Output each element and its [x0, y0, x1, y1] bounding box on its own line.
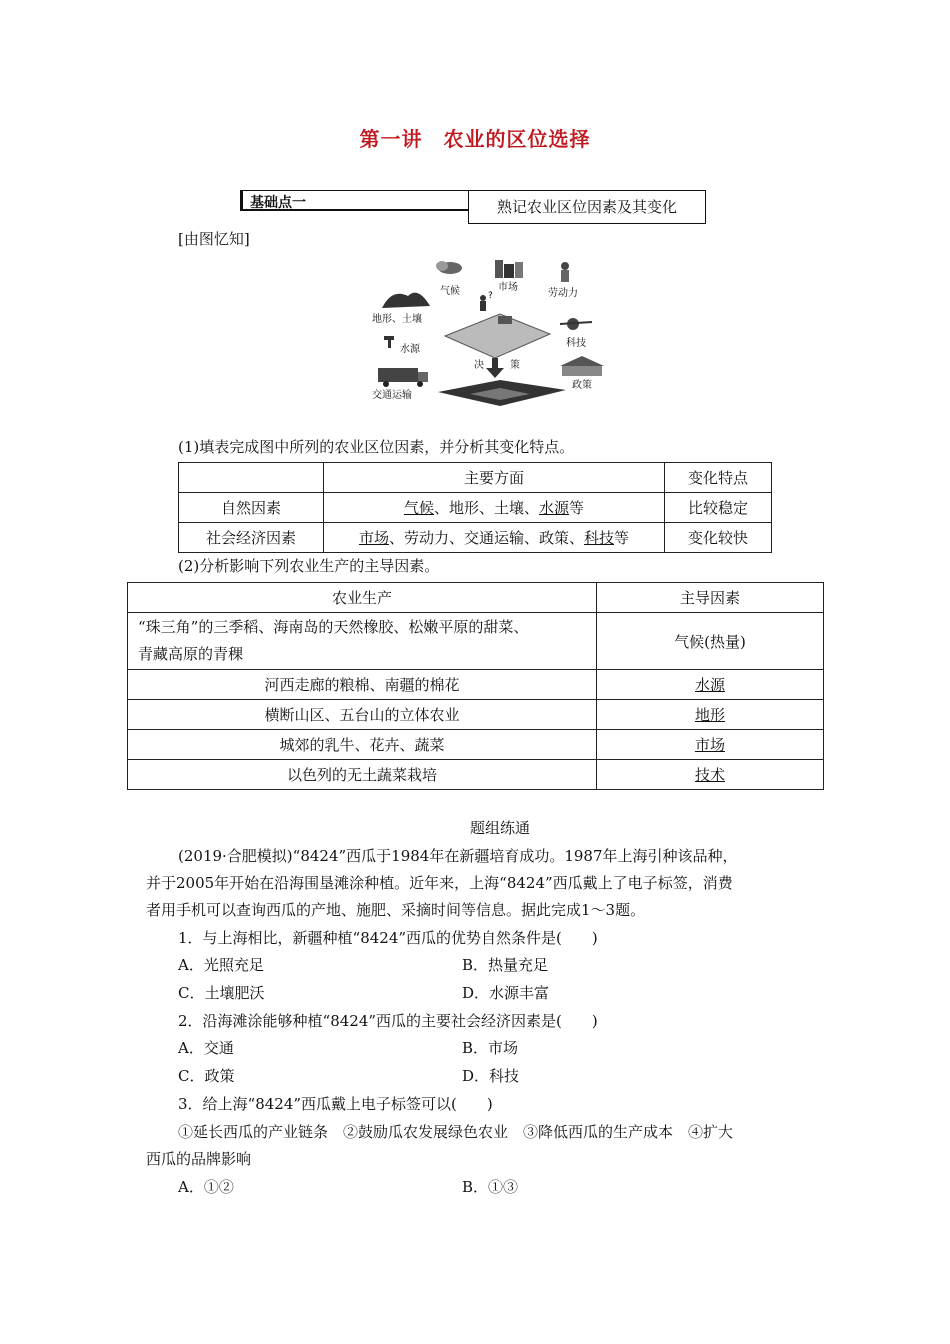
page-title: 第一讲 农业的区位选择: [359, 127, 591, 151]
section-tag: [240, 190, 468, 226]
answer-blank: 水源: [694, 676, 725, 694]
option: B．①③: [462, 1178, 519, 1196]
farmland-icon: [445, 314, 550, 358]
dominant-factor-table: [127, 582, 824, 790]
label-policy: 政策: [572, 380, 592, 391]
table-header: 农业生产: [128, 583, 597, 613]
option: B．市场: [462, 1039, 519, 1057]
table-cell: “珠三角”的三季稻、海南岛的天然橡胶、松嫩平原的甜菜、 青藏高原的青稞: [128, 613, 597, 670]
answer-blank: 科技: [584, 529, 615, 547]
table-cell: 河西走廊的粮棉、南疆的棉花: [128, 670, 597, 700]
question-2-prompt: (2)分析影响下列农业生产的主导因素。: [178, 557, 440, 575]
table-cell: 城郊的乳牛、花卉、蔬菜: [128, 730, 597, 760]
table-row: [128, 670, 824, 700]
question-3: 3．给上海“8424”西瓜戴上电子标签可以( ): [178, 1095, 493, 1113]
table-cell: [597, 760, 824, 790]
label-climate: 气候: [440, 286, 460, 297]
option: D．水源丰富: [462, 984, 550, 1002]
table-header: 主要方面: [324, 463, 665, 493]
arrow-down-icon: [486, 358, 504, 378]
table-header: [179, 463, 324, 493]
question-3-statements: 西瓜的品牌影响: [146, 1150, 252, 1168]
table-cell: 气候(热量): [597, 613, 824, 670]
section-heading: 熟记农业区位因素及其变化: [468, 190, 706, 224]
table-cell: 市场、劳动力、交通运输、政策、科技等: [324, 523, 665, 553]
table-cell: 以色列的无土蔬菜栽培: [128, 760, 597, 790]
exercise-intro-line: (2019·合肥模拟)“8424”西瓜于1984年在新疆培育成功。1987年上海引种该品种，: [178, 847, 738, 865]
table-cell: [597, 670, 824, 700]
transport-icon: [378, 368, 428, 387]
policy-icon: [560, 356, 604, 376]
answer-blank: 市场: [694, 736, 725, 754]
label-water: 水源: [400, 344, 420, 355]
svg-text:?: ?: [488, 291, 493, 301]
answer-blank: 技术: [694, 766, 725, 784]
table-row: [128, 730, 824, 760]
question-1-prompt: (1)填表完成图中所列的农业区位因素，并分析其变化特点。: [178, 438, 575, 456]
result-farmland-icon: [438, 380, 566, 406]
location-factors-diagram: [370, 256, 615, 406]
water-icon: [384, 336, 394, 348]
table-cell: 比较稳定: [665, 493, 772, 523]
option: A．光照充足: [178, 956, 264, 974]
label-terrain: 地形、土壤: [372, 314, 422, 325]
answer-blank: 气候: [403, 499, 434, 517]
option: C．政策: [178, 1067, 235, 1085]
table-row: [179, 523, 772, 553]
option: D．科技: [462, 1067, 520, 1085]
option: B．热量充足: [462, 956, 549, 974]
table-row: [128, 760, 824, 790]
label-tech: 科技: [566, 338, 586, 349]
farmer-icon: [480, 291, 493, 311]
exercise-intro-line: 并于2005年开始在沿海围垦滩涂种植。近年来，上海“8424”西瓜戴上了电子标签，消费: [146, 874, 733, 892]
label-decide-b: 策: [510, 360, 520, 371]
table-cell: 自然因素: [179, 493, 324, 523]
terrain-icon: [382, 293, 430, 308]
table-cell: 变化较快: [665, 523, 772, 553]
table-row: [179, 493, 772, 523]
label-decide-a: 决: [474, 360, 484, 371]
exercise-intro-line: 者用手机可以查询西瓜的产地、施肥、采摘时间等信息。据此完成1～3题。: [146, 901, 646, 919]
label-labor: 劳动力: [548, 288, 578, 299]
question-1: 1．与上海相比，新疆种植“8424”西瓜的优势自然条件是( ): [178, 929, 598, 947]
question-3-statements: ①延长西瓜的产业链条 ②鼓励瓜农发展绿色农业 ③降低西瓜的生产成本 ④扩大: [178, 1123, 734, 1141]
table-cell: [597, 730, 824, 760]
option: C．土壤肥沃: [178, 984, 265, 1002]
answer-blank: 市场: [358, 529, 389, 547]
table-header: 主导因素: [597, 583, 824, 613]
recall-label: [由图忆知]: [178, 230, 250, 248]
table-cell: [597, 700, 824, 730]
table-header: 变化特点: [665, 463, 772, 493]
section-tag-label: 基础点一: [250, 195, 306, 211]
option: A．交通: [178, 1039, 234, 1057]
question-2: 2．沿海滩涂能够种植“8424”西瓜的主要社会经济因素是( ): [178, 1012, 598, 1030]
table-row: [128, 700, 824, 730]
table-cell: 社会经济因素: [179, 523, 324, 553]
labor-icon: [561, 262, 569, 282]
answer-blank: 地形: [694, 706, 725, 724]
label-market: 市场: [498, 282, 518, 293]
table-header-row: [128, 583, 824, 613]
table-cell: 气候、地形、土壤、水源等: [324, 493, 665, 523]
market-icon: [495, 260, 523, 278]
exercise-heading: 题组练通: [469, 819, 530, 837]
label-transport: 交通运输: [372, 390, 412, 401]
factors-table: [178, 462, 772, 553]
climate-icon: [436, 261, 462, 274]
option: A．①②: [178, 1178, 234, 1196]
tech-icon: [560, 318, 592, 330]
table-cell: 横断山区、五台山的立体农业: [128, 700, 597, 730]
answer-blank: 水源: [539, 499, 570, 517]
table-header-row: [179, 463, 772, 493]
table-row: [128, 613, 824, 670]
